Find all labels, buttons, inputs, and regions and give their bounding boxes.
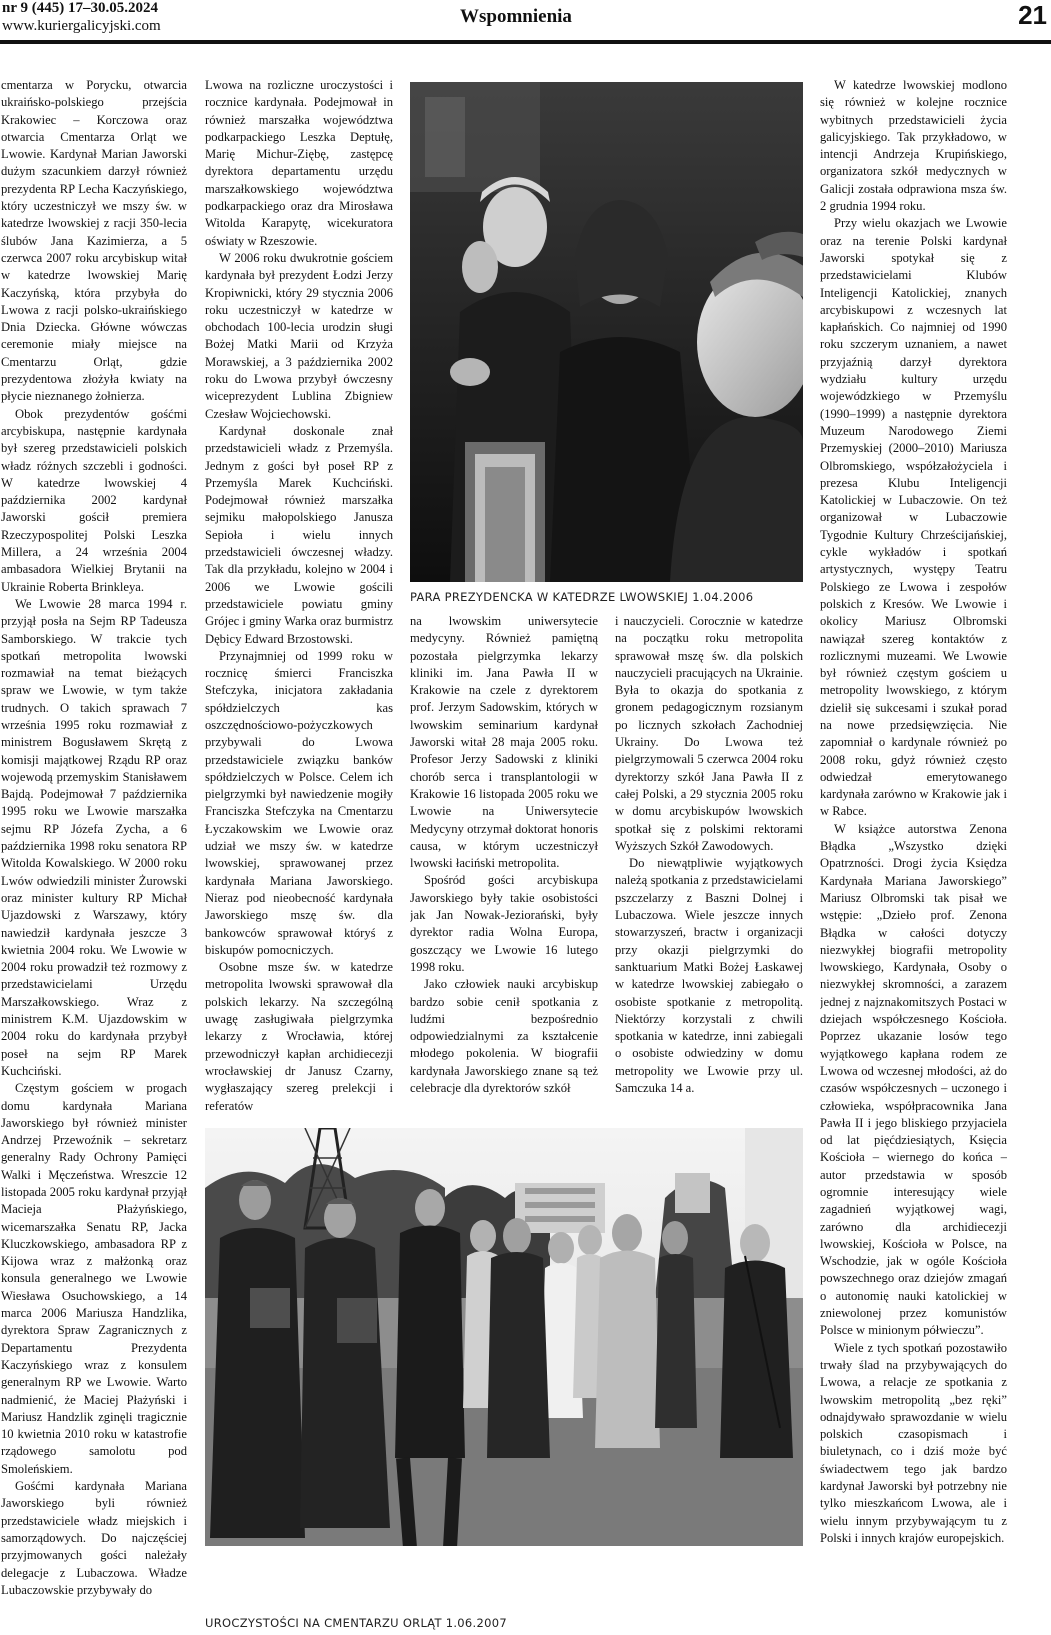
header-rule <box>0 40 1051 44</box>
column-3 <box>410 613 598 1128</box>
issue-number: nr 9 (445) 17–30.05.2024 <box>2 0 158 16</box>
column-4 <box>615 613 803 1128</box>
section-title: Wspomnienia <box>460 6 572 27</box>
photo-orleta-cemetery-ceremony <box>205 1128 803 1546</box>
page-header <box>0 0 1051 44</box>
paragraph: Obok prezydentów gośćmi arcybiskupa, następnie kardynała był szereg przedstawicieli polskich władz różnych szczebli i godności. W katedrze lwowskiej 4 października 2002 kardynał Jaworski gościł premiera Rzeczypospolitej Polski Leszka Millera, a 24 września 2004 ambasadora Wielkiej Brytanii na Ukrainie Roberta Brinkleya. <box>1 406 187 594</box>
paragraph: Spośród gości arcybiskupa Jaworskiego były takie osobistości jak Jan Nowak-Jeziorański, były dyrektor radia Wolna Europa, goszczący we Lwowie 16 lutego 1998 roku. <box>410 873 598 974</box>
paragraph: W katedrze lwowskiej modlono się również w kolejne rocznice wybitnych przedstawicieli życia galicyjskiego. Tak przykładowo, w intencji Andrzeja Krupińskiego, organizatora szkół medycznych w Galicji została odprawiona msza św. 2 grudnia 1994 roku. <box>820 78 1007 214</box>
paragraph: Przynajmniej od 1999 roku w rocznicę śmierci Franciszka Stefczyka, inicjatora zakładania spółdzielczych kas oszczędnościowo-pożyczkowych przybywali do Lwowa przedstawiciele związku banków spółdzielczych w Polsce. Celem ich pielgrzymki był nawiedzenie mogiły Franciszka Stefczyka na Cmentarzu Łyczakowskim we Lwowie oraz udział we mszy św. w katedrze lwowskiej, sprawowanej przez kardynała Mariana Jaworskiego. Nieraz pod nieobecność kardynała Jaworskiego mszę św. dla bankowców sprawował któryś z biskupów pomocniczych. <box>205 648 393 957</box>
website-url[interactable]: www.kuriergalicyjski.com <box>2 18 161 34</box>
paragraph: W 2006 roku dwukrotnie gościem kardynała był prezydent Łodzi Jerzy Kropiwnicki, który 29 stycznia 2006 roku uczestniczył w katedrze w obchodach 100-lecia urodzin sługi Bożej Matki Marii od Krzyża Morawskiej, a 3 października 2002 roku do Lwowa przybył ówczesny wiceprezydent Lublina Zbigniew Czesław Wojciechowski. <box>205 250 393 421</box>
paragraph: Lwowa na rozliczne uroczystości i rocznice kardynała. Podejmował in również marszałka województwa podkarpackiego Leszka Deptułę, Marię Michur-Ziębę, zastępcę dyrektora departamentu urzędu marszałkowskiego województwa podkarpackiego oraz dra Mirosława Witolda Karapytę, wicekuratora oświaty w Rzeszowie. <box>205 78 393 248</box>
paragraph: Wiele z tych spotkań pozostawiło trwały ślad na przybywających do Lwowa, a relacje ze spotkania z lwowskim metropolitą „bez ręki” odnajdywało sprawozdanie w wielu polskich czasopismach i biuletynach, co i dziś może być świadectwem tego jak bardzo kardynał Jaworski był potrzebny nie tylko mieszkańcom Lwowa, ale i wielu innym przybywającym tu z Polski i innych krajów europejskich. <box>820 1340 1007 1545</box>
paragraph: We Lwowie 28 marca 1994 r. przyjął posła na Sejm RP Tadeusza Samborskiego. W trakcie tych spotkań metropolita lwowski rozmawiał na temat bieżących spraw we Lwowie, w tym także trudnych. O takich sprawach 7 września 1995 roku rozmawiał z ministrem Bogusławem Skrętą z komisji majątkowej Rządu RP oraz wojewodą przemyskim Stanisławem Bajdą. Podejmował 7 października 1995 roku we Lwowie marszałka sejmu RP Józefa Zycha, a 6 października 1998 roku senatora RP Witolda Kowalskiego. W 2000 roku Lwów odwiedzili minister Żurowski oraz minister kultury RP Michał Ujazdowski z Warszawy, który nawiedził kardynała jeszcze 3 kwietnia 2004 roku. We Lwowie w 2004 roku prowadził też rozmowy z przedstawicielami Urzędu Marszałkowskiego. Wraz z ministrem K.M. Ujazdowskim w 2004 roku do kardynała przybył poseł na sejm RP Marek Kuchciński. <box>1 596 187 1078</box>
column-1 <box>1 77 187 1632</box>
paragraph: Kardynał doskonale znał przedstawicieli władz z Przemyśla. Jednym z gości był poseł RP z Przemyśla Marek Kuchciński. Podejmował również marszałka sejmiku małopolskiego Janusza Sepioła i wielu innych przedstawicieli ówczesnej władzy. Tak dla przykładu, kolejno w 2004 i 2006 we Lwowie gościli przedstawiciele powiatu gminy Grójec i gminy Warka oraz burmistrz Dębicy Edward Brzostowski. <box>205 423 393 646</box>
paragraph: Osobne msze św. w katedrze metropolita lwowski sprawował dla polskich lekarzy. Na szczególną uwagę zasługiwała pielgrzymka lekarzy z Wrocławia, której przewodniczył kapłan archidiecezji wrocławskiej dr Janusz Czarny, wygłaszający szereg prelekcji i referatów <box>205 960 393 1113</box>
column-2 <box>205 77 393 1127</box>
paragraph: Do niewątpliwie wyjątkowych należą spotkania z przedstawicielami pszczelarzy z Baszni Dolnej i Lubaczowa. Wiele jeszcze innych stowarzyszeń, bractw i organizacji przy okazji pielgrzymki do sanktuarium Matki Bożej Łaskawej w katedrze lwowskiej zabiegało o osobiste spotkanie z metropolitą. Niektórzy korzystali z chwili spotkania w katedrze, inni zabiegali o osobiste odwiedziny w domu metropolity we Lwowie przy ul. Samczuka 14 a. <box>615 856 803 1096</box>
paragraph: Częstym gościem w progach domu kardynała Mariana Jaworskiego był również minister Andrzej Przewoźnik – sekretarz generalny Rady Ochrony Pamięci Walki i Męczeństwa. Wreszcie 12 listopada 2005 roku kardynał przyjął Macieja Płażyńskiego, wicemarszałka Senatu RP, Jacka Kluczkowskiego, ambasadora RP z Kijowa wraz z małżonką oraz konsula generalnego we Lwowie Wiesława Osuchowskiego, a 14 marca 2006 Mariusza Handzlika, dyrektora Spraw Zagranicznych z Departamentu Prezydenta Kaczyńskiego wraz z konsulem generalnym RP we Lwowie. Warto nadmienić, że Maciej Płażyński i Mariusz Handzlik zginęli tragicznie 10 kwietnia 2010 roku w katastrofie rządowego samolotu pod Smoleńskiem. <box>1 1081 187 1476</box>
paragraph: na lwowskim uniwersytecie medycyny. Również pamiętną pozostała pielgrzymka lekarzy kliniki im. Jana Pawła II w Krakowie na czele z dyrektorem prof. Jerzym Sadowskim, których w lwowskim seminarium kardynał Jaworski witał 28 maja 2005 roku. Profesor Jerzy Sadowski z kliniki chorób serca i transplantologii w Krakowie 16 listopada 2005 roku we Lwowie na Uniwersytecie Medycyny otrzymał doktorat honoris causa, w którym uczestniczył lwowski łaciński metropolita. <box>410 614 598 871</box>
paragraph: cmentarza w Porycku, otwarcia ukraińsko-polskiego przejścia Krakowiec – Korczowa oraz otwarcia Cmentarza Orląt we Lwowie. Kardynał Marian Jaworski dużym szacunkiem darzył również prezydenta RP Lecha Kaczyńskiego, który uczestniczył we mszy św. w katedrze lwowskiej z racji 350-lecia ślubów Jana Kazimierza, a 5 czerwca 2007 roku arcybiskup witał w katedrze lwowskiej Marię Kaczyńską, która przybyła do Lwowa z racji polsko-ukraińskiego Dnia Dziecka. Główne wówczas ceremonie miały miejsce na Cmentarzu Orląt, gdzie prezydentowa złożyła kwiaty na płycie nieznanego żołnierza. <box>1 78 187 404</box>
paragraph: Przy wielu okazjach we Lwowie oraz na terenie Polski kardynał Jaworski spotykał się z przedstawicielami Klubów Inteligencji Katolickiej, znanych arcybiskupowi z wczesnych lat kapłańskich. Co najmniej od 1990 roku szczerym uznaniem, a nawet przyjaźnią darzył dyrektora wydziału kultury urzędu wojewódzkiego w Przemyślu (1990–1999) a następnie dyrektora Muzeum Narodowego Ziemi Przemyskiej (2000–2010) Mariusza Olbromskiego, współzałożyciela i prezesa Klubu Inteligencji Katolickiej w Lubaczowie. On też organizował w Lubaczowie Tygodnie Kultury Chrześcijańskiej, cykle wykładów i spotkań artystycznych, występy Teatru Polskiego ze Lwowa i zespołów polskich z Kresów. We Lwowie i okolicy Mariusz Olbromski nawiązał szereg kontaktów z rozlicznymi muzeami. We Lwowie był również częstym gościem u metropolity lwowskiego, z którym dzielił się sukcesami i szukał porad na nowe przedsięwzięcia. Nie zapomniał o kardynale również po 2008 roku, gdyż również często odwiedzał emerytowanego kardynała zarówno w Krakowie jak i w Rabce. <box>820 216 1007 819</box>
paragraph: W książce autorstwa Zenona Błądka „Wszystko dzięki Opatrzności. Drogi życia Księdza Kardynała Mariana Jaworskiego” Mariusz Olbromski tak pisał we wstępie: „Dzieło prof. Zenona Błądka w całości dotyczy niezwykłej biografii metropolity lwowskiego, Kardynała, Osoby o niezwykłej skromności, a zarazem jednej z najznakomitszych Postaci w dziejach współczesnego Kościoła. Poprzez ukazanie losów tego wyjątkowego kapłana rodem ze Lwowa od wczesnej młodości, aż do czasów współczesnych – uczonego i człowieka, współpracownika Jana Pawła II i jego bliskiego przyjaciela od lat pięćdziesiątych, Księcia Kościoła – wiernego do końca – autor przedstawia w sposób ogromnie interesujący wiele zagadnień wyjątkowej wagi, zarówno dla archidiecezji lwowskiej, Kościoła w Polsce, na Wschodzie, jak w ogóle Kościoła powszechnego oraz dziejów zmagań o autonomię nauki katolickiej w zniewolonej przez komunistów Polsce w minionym półwieczu”. <box>820 821 1007 1338</box>
column-5 <box>820 77 1007 1632</box>
photo-presidential-couple <box>410 82 803 582</box>
photo-caption-top: PARA PREZYDENCKA W KATEDRZE LWOWSKIEJ 1.04.2006 <box>410 590 754 604</box>
paragraph: Jako człowiek nauki arcybiskup bardzo sobie cenił spotkania z ludźmi bezpośrednio odpowiedzialnymi za kształcenie młodego pokolenia. W biografii kardynała Jaworskiego znane są też celebracje dla dyrektorów szkół <box>410 977 598 1096</box>
paragraph: i nauczycieli. Corocznie w katedrze na początku roku metropolita sprawował mszę św. dla polskich nauczycieli pracujących na Ukrainie. Była to okazja do spotkania z gronem pedagogicznym rozsianym po licznych szkołach Zachodniej Ukrainy. Do Lwowa też pielgrzymowali 5 czerwca 2004 roku dyrektorzy szkół Jana Pawła II z całej Polski, a 29 stycznia 2005 roku w domu arcybiskupów lwowskich spotkał się z polskimi rektorami Wyższych Szkół Zawodowych. <box>615 614 803 853</box>
photo-caption-bottom: UROCZYSTOŚCI NA CMENTARZU ORLĄT 1.06.2007 <box>205 1616 507 1630</box>
page-number: 21 <box>1018 0 1047 30</box>
paragraph: Gośćmi kardynała Mariana Jaworskiego byli również przedstawiciele władz miejskich i samorządowych. Do najczęściej przyjmowanych gości należały delegacje z Lubaczowa. Władze Lubaczowskie przybywały do <box>1 1479 187 1597</box>
